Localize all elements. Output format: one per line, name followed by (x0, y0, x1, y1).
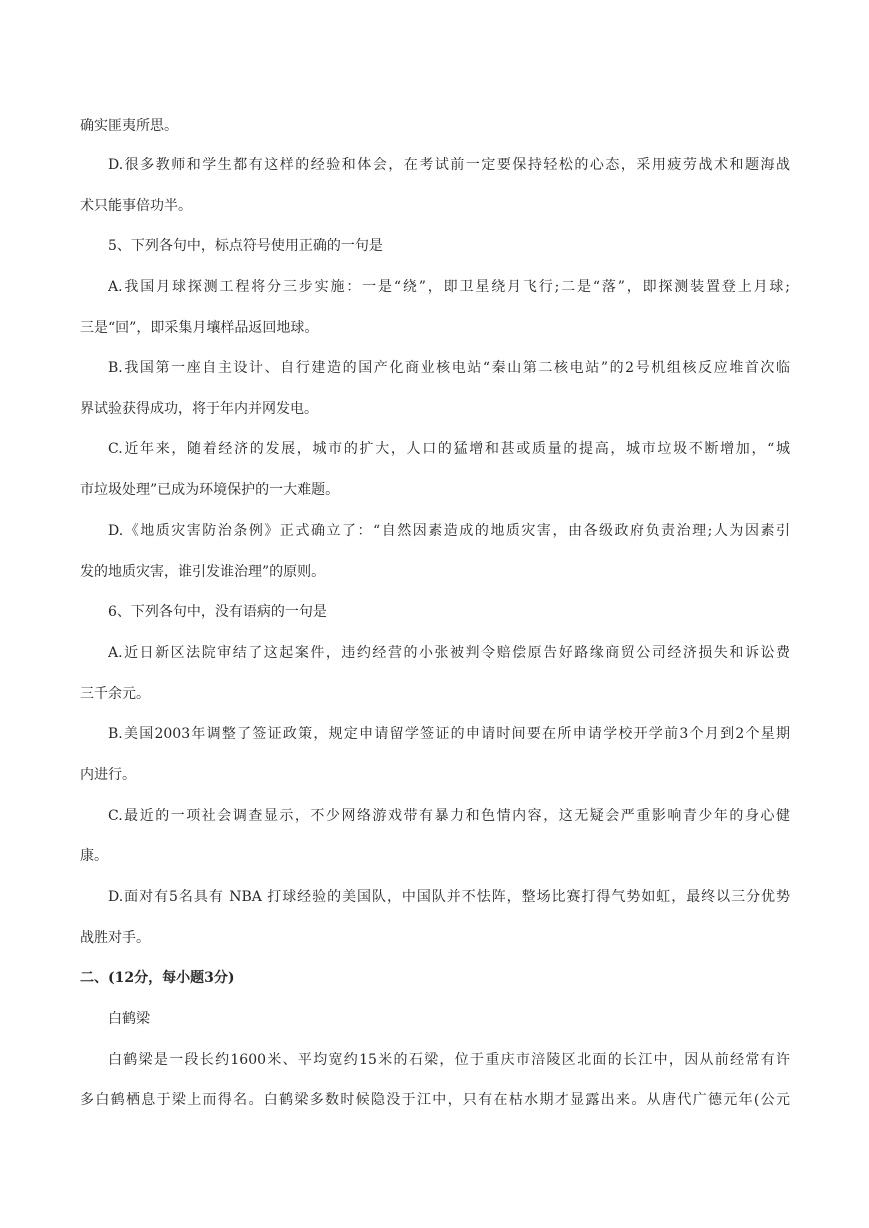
option-d-line-1: D.《地质灾害防治条例》正式确立了：“自然因素造成的地质灾害，由各级政府负责治理;人为因素引 (108, 523, 790, 539)
section-heading: 二、(12分，每小题3分) (80, 970, 235, 986)
option-d-line-1: D.很多教师和学生都有这样的经验和体会，在考试前一定要保持轻松的心态，采用疲劳战术和题海战 (108, 157, 790, 173)
question-6-stem: 6、下列各句中，没有语病的一句是 (108, 604, 327, 620)
text-line: 确实匪夷所思。 (80, 118, 178, 134)
text-line: 康。 (80, 848, 108, 864)
text-line: 三是“回”，即采集月壤样品返回地球。 (80, 320, 319, 336)
question-5-stem: 5、下列各句中，标点符号使用正确的一句是 (108, 238, 383, 254)
passage-line-1: 白鹤梁是一段长约1600米、平均宽约15米的石梁，位于重庆市涪陵区北面的长江中，因从前经常有许 (108, 1052, 790, 1068)
option-a-line-1: A.近日新区法院审结了这起案件，违约经营的小张被判令赔偿原告好路缘商贸公司经济损失和诉讼费 (108, 645, 790, 661)
text-line: 术只能事倍功半。 (80, 198, 192, 214)
option-d-line-1: D.面对有5名具有 NBA 打球经验的美国队，中国队并不怯阵，整场比赛打得气势如虹，最终以三分优势 (108, 889, 790, 905)
passage-line-2: 多白鹤栖息于梁上而得名。白鹤梁多数时候隐没于江中，只有在枯水期才显露出来。从唐代广德元年(公元 (80, 1092, 790, 1108)
text-line: 内进行。 (80, 767, 136, 783)
text-line: 界试验获得成功，将于年内并网发电。 (80, 401, 318, 417)
passage-title: 白鹤梁 (108, 1011, 150, 1027)
option-c-line-1: C.最近的一项社会调查显示，不少网络游戏带有暴力和色情内容，这无疑会严重影响青少年的身心健 (108, 808, 790, 824)
option-a-line-1: A.我国月球探测工程将分三步实施：一是“绕”，即卫星绕月飞行;二是“落”，即探测装置登上月球; (108, 279, 790, 295)
option-c-line-1: C.近年来，随着经济的发展，城市的扩大，人口的猛增和甚或质量的提高，城市垃圾不断增加，“城 (108, 441, 790, 457)
option-b-line-1: B.我国第一座自主设计、自行建造的国产化商业核电站“秦山第二核电站”的2号机组核反应堆首次临 (108, 360, 790, 376)
option-b-line-1: B.美国2003年调整了签证政策，规定申请留学签证的申请时间要在所申请学校开学前3个月到2个星期 (108, 726, 790, 742)
text-line: 三千余元。 (80, 686, 150, 702)
text-line: 发的地质灾害，谁引发谁治理”的原则。 (80, 564, 326, 580)
text-line: 战胜对手。 (80, 930, 150, 946)
text-line: 市垃圾处理”已成为环境保护的一大难题。 (80, 482, 340, 498)
